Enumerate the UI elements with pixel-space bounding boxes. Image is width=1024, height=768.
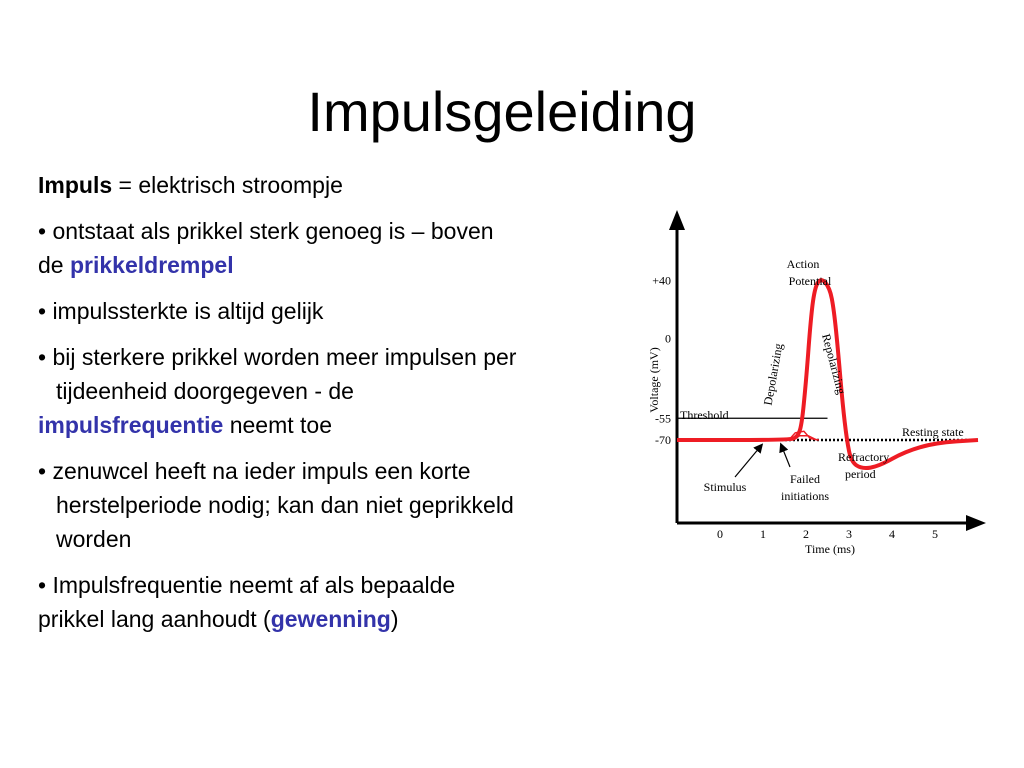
bullet-threshold-line1: • ontstaat als prikkel sterk genoeg is – boven bbox=[38, 218, 494, 244]
action-potential-label-1: Action bbox=[786, 257, 820, 271]
impulsfrequentie-term: impulsfrequentie bbox=[38, 412, 224, 438]
repolarizing-label: Repolarizing bbox=[819, 332, 849, 396]
bullet-habituation bbox=[38, 568, 638, 636]
resting-state-label: Resting state bbox=[902, 425, 964, 439]
failed-initiations-label-2: initiations bbox=[781, 489, 829, 503]
y-tick-label: +40 bbox=[652, 273, 671, 288]
threshold-label: Threshold bbox=[680, 408, 729, 422]
prikkeldrempel-term: prikkeldrempel bbox=[69, 252, 234, 278]
action-potential-trace bbox=[677, 280, 978, 468]
refractory-label-2: period bbox=[845, 467, 876, 481]
bullet-habituation-line1: • Impulsfrequentie neemt af als bepaalde bbox=[38, 572, 456, 598]
bullet-threshold bbox=[38, 214, 638, 282]
x-tick-label: 1 bbox=[760, 527, 766, 541]
impuls-definition-text: = elektrisch stroompje bbox=[112, 172, 343, 198]
failed-initiations-arrow-icon bbox=[782, 447, 790, 467]
y-tick-label: -70 bbox=[655, 433, 671, 447]
y-axis-arrow-icon bbox=[669, 210, 685, 230]
x-axis-label: Time (ms) bbox=[805, 542, 855, 556]
bullet-threshold-prefix: de bbox=[38, 252, 70, 278]
action-potential-chart bbox=[640, 205, 990, 565]
depolarizing-label: Depolarizing bbox=[760, 342, 786, 407]
impuls-definition bbox=[38, 168, 638, 202]
bullet-frequency-line3: neemt toe bbox=[223, 412, 332, 438]
slide-title: Impulsgeleiding bbox=[307, 80, 697, 143]
bullet-strength-text: • impulssterkte is altijd gelijk bbox=[38, 298, 324, 324]
gewenning-term: gewenning bbox=[270, 606, 391, 632]
bullet-strength bbox=[38, 294, 638, 328]
stimulus-arrow-icon bbox=[735, 447, 760, 477]
x-tick-label: 0 bbox=[717, 527, 723, 541]
x-tick-label: 5 bbox=[932, 527, 938, 541]
y-tick-label: 0 bbox=[665, 331, 671, 346]
x-tick-label: 3 bbox=[846, 527, 852, 541]
bullet-habituation-suffix: ) bbox=[390, 606, 399, 632]
refractory-label-1: Refractory bbox=[838, 450, 890, 464]
y-tick-label: -55 bbox=[655, 411, 671, 426]
impuls-term: Impuls bbox=[38, 172, 113, 198]
slide-body bbox=[38, 168, 638, 648]
action-potential-label-2: Potential bbox=[788, 274, 832, 288]
y-axis-label: Voltage (mV) bbox=[647, 347, 661, 413]
bullet-recovery bbox=[38, 454, 638, 556]
x-axis-arrow-icon bbox=[966, 515, 986, 531]
bullet-frequency-line1: • bij sterkere prikkel worden meer impulsen per bbox=[38, 344, 517, 370]
x-tick-label: 2 bbox=[803, 527, 809, 541]
bullet-frequency bbox=[38, 340, 638, 442]
failed-initiations-label-1: Failed bbox=[790, 472, 820, 486]
bullet-frequency-line2: tijdeenheid doorgegeven - de bbox=[56, 378, 354, 404]
bullet-recovery-line2: herstelperiode nodig; kan dan niet geprikkeld bbox=[56, 492, 514, 518]
bullet-recovery-line1: • zenuwcel heeft na ieder impuls een korte bbox=[38, 458, 471, 484]
bullet-recovery-line3: worden bbox=[56, 526, 132, 552]
stimulus-label: Stimulus bbox=[703, 480, 747, 494]
bullet-habituation-prefix: prikkel lang aanhoudt ( bbox=[38, 606, 271, 632]
x-tick-label: 4 bbox=[889, 527, 895, 541]
